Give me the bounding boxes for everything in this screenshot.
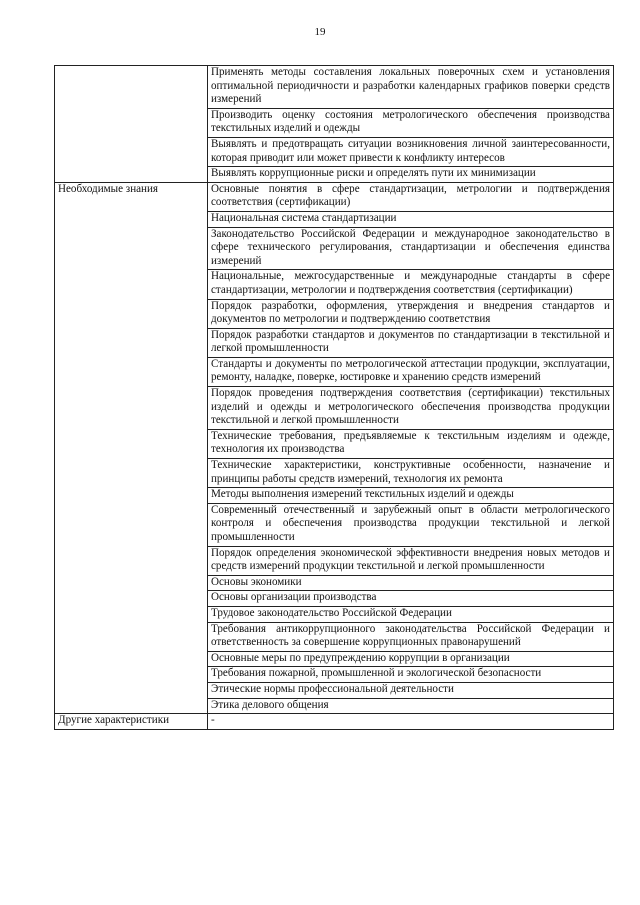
requirements-table-body	[55, 66, 614, 730]
page-number: 19	[314, 26, 326, 38]
requirement-item: Этические нормы профессиональной деятельности	[208, 682, 614, 698]
requirement-item: Основы экономики	[208, 575, 614, 591]
requirement-item: Этика делового общения	[208, 698, 614, 714]
requirement-item: Порядок разработки, оформления, утверждения и внедрения стандартов и документов по метрологии и подтверждению соответствия	[208, 299, 614, 328]
requirement-item: Требования пожарной, промышленной и экологической безопасности	[208, 667, 614, 683]
table-row	[55, 66, 614, 109]
requirement-item: Технические требования, предъявляемые к текстильным изделиям и одежде, технология их производства	[208, 429, 614, 458]
requirement-item: Выявлять коррупционные риски и определять пути их минимизации	[208, 167, 614, 183]
requirement-item: Современный отечественный и зарубежный опыт в области метрологического контроля и обеспечения производства продукции текстильной и легкой промышленности	[208, 503, 614, 546]
requirement-item: -	[208, 714, 614, 730]
requirement-item: Порядок проведения подтверждения соответствия (сертификации) текстильных изделий и одежды и метрологического обеспечения производства продукции текстильной и легкой промышленности	[208, 387, 614, 430]
requirement-item: Технические характеристики, конструктивные особенности, назначение и принципы работы средств измерений, технология их ремонта	[208, 459, 614, 488]
requirement-item: Требования антикоррупционного законодательства Российской Федерации и ответственность за совершение коррупционных правонарушений	[208, 622, 614, 651]
requirement-item: Применять методы составления локальных поверочных схем и установления оптимальной периодичности и разработки календарных графиков поверки средств измерений	[208, 66, 614, 109]
requirement-item: Порядок определения экономической эффективности внедрения новых методов и средств измерений продукции текстильной и легкой промышленности	[208, 546, 614, 575]
knowledge-label: Необходимые знания	[55, 182, 208, 713]
table-row	[55, 182, 614, 211]
requirement-item: Законодательство Российской Федерации и международное законодательство в сфере технического регулирования, стандартизации и обеспечения единства измерений	[208, 227, 614, 270]
requirement-item: Основы организации производства	[208, 591, 614, 607]
requirement-item: Стандарты и документы по метрологической аттестации продукции, эксплуатации, ремонту, наладке, поверке, юстировке и хранению средств измерений	[208, 357, 614, 386]
requirement-item: Национальная система стандартизации	[208, 211, 614, 227]
requirement-item: Основные понятия в сфере стандартизации, метрологии и подтверждения соответствия (сертификации)	[208, 182, 614, 211]
requirement-item: Выявлять и предотвращать ситуации возникновения личной заинтересованности, которая приводит или может привести к конфликту интересов	[208, 137, 614, 166]
requirement-item: Национальные, межгосударственные и международные стандарты в сфере стандартизации, метрологии и подтверждения соответствия (сертификации)	[208, 270, 614, 299]
requirement-item: Производить оценку состояния метрологического обеспечения производства текстильных изделий и одежды	[208, 108, 614, 137]
table-row	[55, 714, 614, 730]
other-characteristics-label: Другие характеристики	[55, 714, 208, 730]
skills-label-continuation	[55, 66, 208, 183]
requirement-item: Трудовое законодательство Российской Федерации	[208, 606, 614, 622]
requirement-item: Методы выполнения измерений текстильных изделий и одежды	[208, 488, 614, 504]
requirement-item: Порядок разработки стандартов и документов по стандартизации в текстильной и легкой промышленности	[208, 328, 614, 357]
requirements-table	[54, 65, 614, 730]
requirement-item: Основные меры по предупреждению коррупции в организации	[208, 651, 614, 667]
